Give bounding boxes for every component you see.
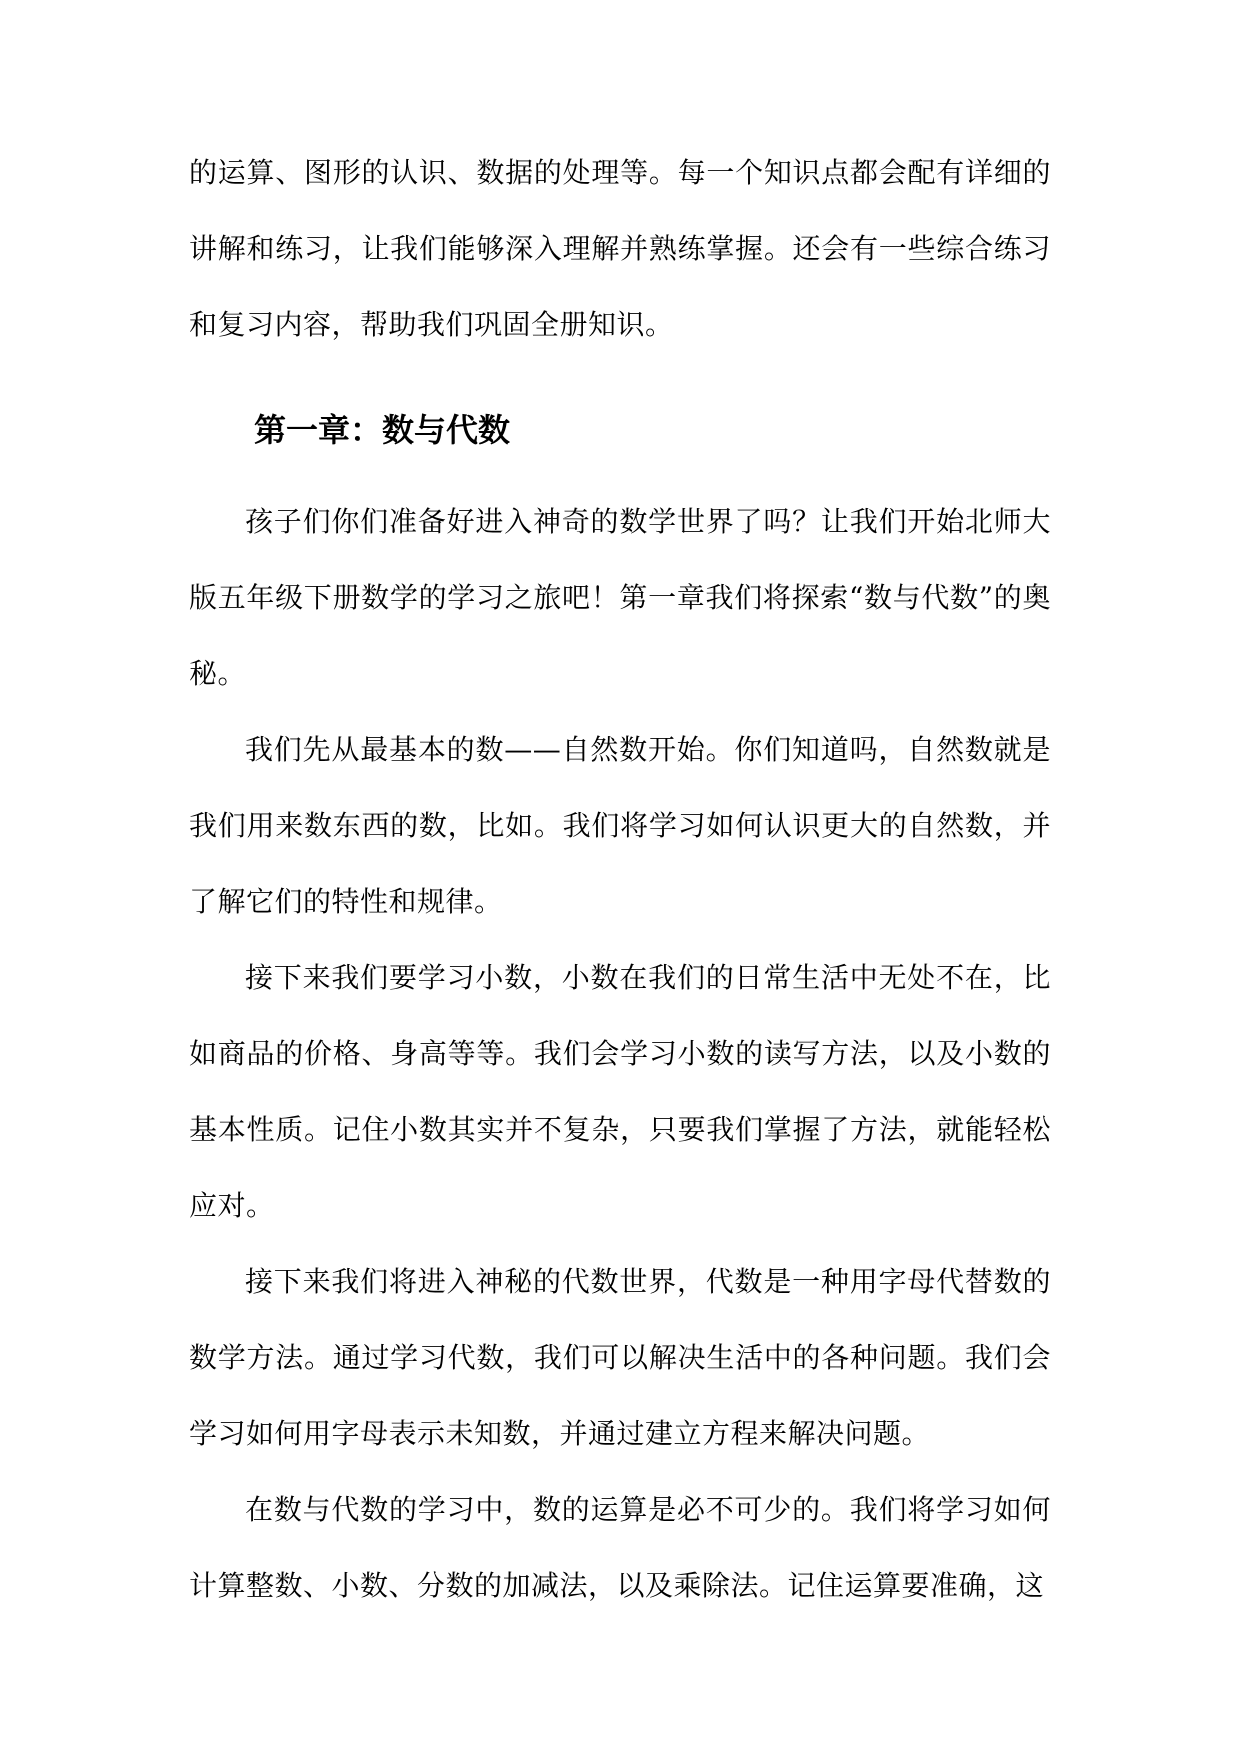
paragraph: 接下来我们将进入神秘的代数世界，代数是一种用字母代替数的数学方法。通过学习代数，我们可以解决生活中的各种问题。我们会学习如何用字母表示未知数，并通过建立方程来解决问题。 [189, 1265, 1051, 1450]
paragraph: 接下来我们要学习小数，小数在我们的日常生活中无处不在，比如商品的价格、身高等等。我们会学习小数的读写方法，以及小数的基本性质。记住小数其实并不复杂，只要我们掌握了方法，就能轻松应对。 [189, 961, 1051, 1222]
paragraph: 在数与代数的学习中，数的运算是必不可少的。我们将学习如何计算整数、小数、分数的加减法，以及乘除法。记住运算要准确，这 [189, 1493, 1051, 1602]
paragraph: 我们先从最基本的数——自然数开始。你们知道吗，自然数就是我们用来数东西的数，比如。我们将学习如何认识更大的自然数，并了解它们的特性和规律。 [189, 733, 1051, 918]
paragraph: 孩子们你们准备好进入神奇的数学世界了吗？让我们开始北师大版五年级下册数学的学习之旅吧！第一章我们将探索“数与代数”的奥秘。 [189, 505, 1051, 690]
intro-paragraph-block [189, 135, 1051, 363]
chapter-body [189, 484, 1051, 1624]
intro-paragraph: 的运算、图形的认识、数据的处理等。每一个知识点都会配有详细的讲解和练习，让我们能够深入理解并熟练掌握。还会有一些综合练习和复习内容，帮助我们巩固全册知识。 [189, 156, 1051, 341]
chapter-title: 第一章：数与代数 [254, 411, 511, 449]
